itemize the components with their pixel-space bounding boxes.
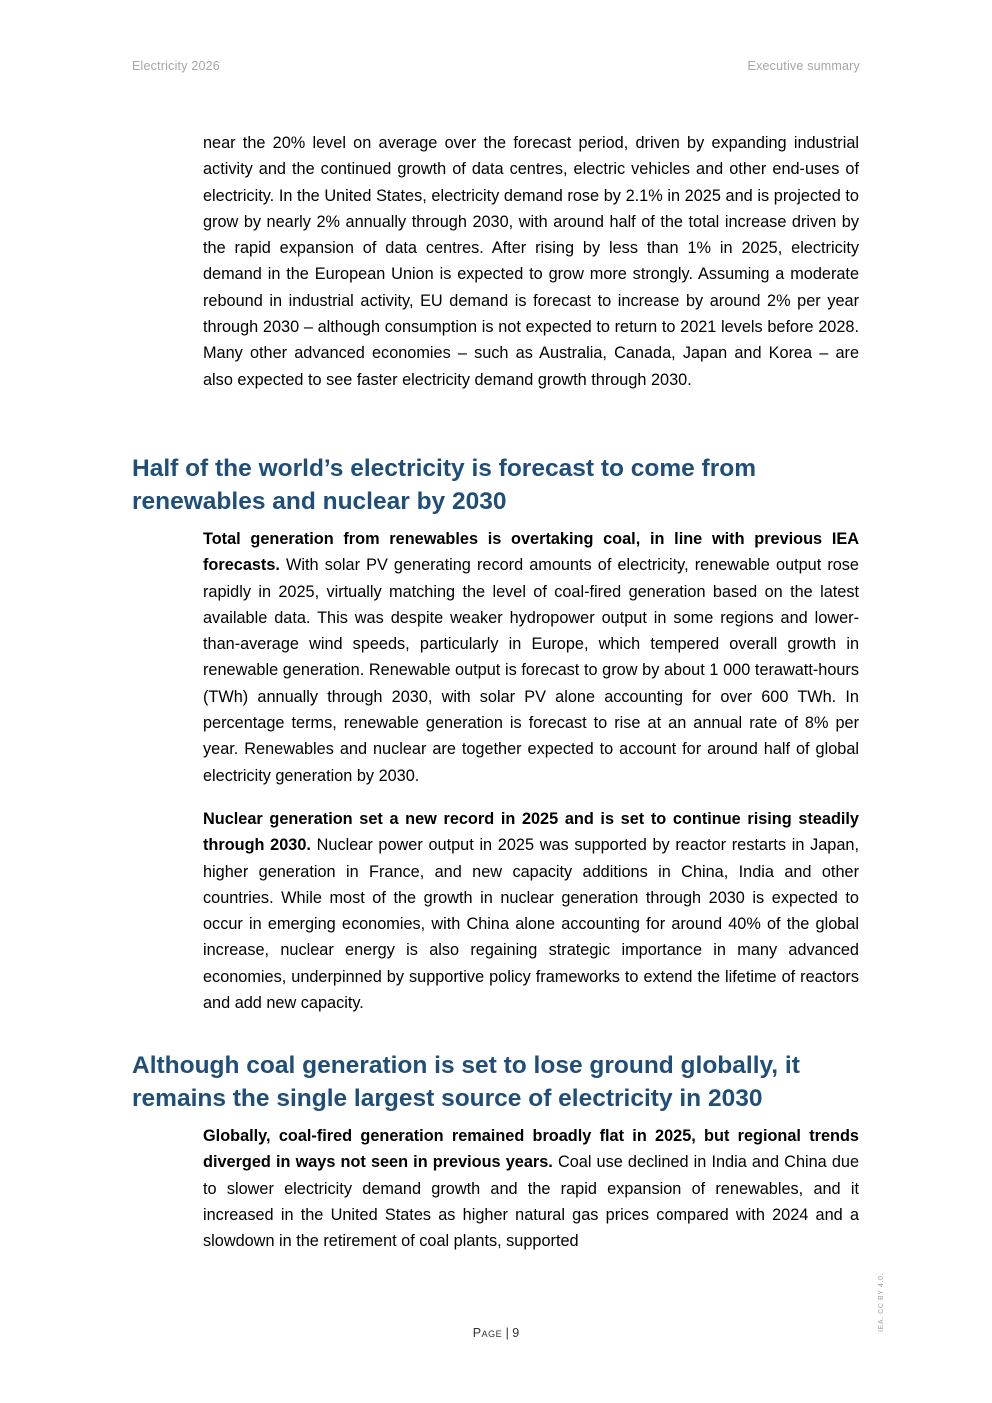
paragraph-body: With solar PV generating record amounts of electricity, renewable output rose rapidly in 2025, virtually matching the level of coal-fired generation based on the latest available data. This was despite weaker hydropower output in some regions and lower-than-average wind speeds, particularly in Europe, which tempered overall growth in renewable generation. Renewable output is forecast to grow by about 1 000 terawatt-hours (TWh) annually through 2030, with solar PV alone accounting for over 600 TWh. In percentage terms, renewable generation is forecast to rise at an annual rate of 8% per year. Renewables and nuclear are together expected to account for around half of global electricity generation by 2030. bbox=[203, 556, 859, 785]
page-footer bbox=[0, 1326, 992, 1340]
page-separator: | bbox=[502, 1326, 513, 1340]
license-credit: IEA. CC BY 4.0. bbox=[878, 1272, 885, 1332]
body-paragraph bbox=[203, 806, 859, 1016]
section-heading: Half of the world’s electricity is forecast to come from renewables and nuclear by 2030 bbox=[132, 455, 756, 515]
body-paragraph: near the 20% level on average over the forecast period, driven by expanding industrial activity and the continued growth of data centres, electric vehicles and other end-uses of electricity. In the United States, electricity demand rose by 2.1% in 2025 and is projected to grow by nearly 2% annually through 2030, with around half of the total increase driven by the rapid expansion of data centres. After rising by less than 1% in 2025, electricity demand in the European Union is expected to grow more strongly. Assuming a moderate rebound in industrial activity, EU demand is forecast to increase by around 2% per year through 2030 – although consumption is not expected to return to 2021 levels before 2028. Many other advanced economies – such as Australia, Canada, Japan and Korea – are also expected to see faster electricity demand growth through 2030. bbox=[203, 134, 859, 389]
page-number: 9 bbox=[512, 1326, 520, 1340]
running-header-title: Electricity 2026 bbox=[132, 59, 220, 73]
paragraph-lead-sentence: Nuclear generation set a new record in 2025 and is set to continue rising steadily through 2030. bbox=[203, 810, 859, 855]
body-paragraph bbox=[203, 526, 859, 789]
paragraph-lead-sentence: Total generation from renewables is overtaking coal, in line with previous IEA forecasts. bbox=[203, 530, 859, 575]
paragraph-body: Nuclear power output in 2025 was supported by reactor restarts in Japan, higher generation in France, and new capacity additions in China, India and other countries. While most of the growth in nuclear generation through 2030 is expected to occur in emerging economies, with China alone accounting for around 40% of the global increase, nuclear energy is also regaining strategic importance in many advanced economies, underpinned by supportive policy frameworks to extend the lifetime of reactors and add new capacity. bbox=[203, 836, 859, 1013]
paragraph-lead-sentence: Globally, coal-fired generation remained broadly flat in 2025, but regional trends diverged in ways not seen in previous years. bbox=[203, 1127, 859, 1172]
running-header-section: Executive summary bbox=[747, 59, 860, 73]
page-label: Page bbox=[472, 1326, 503, 1340]
body-paragraph bbox=[203, 1123, 859, 1254]
section-heading: Although coal generation is set to lose ground globally, it remains the single largest source of electricity in 2030 bbox=[132, 1052, 800, 1112]
paragraph-body: Coal use declined in India and China due to slower electricity demand growth and the rapid expansion of renewables, and it increased in the United States as higher natural gas prices compared with 2024 and a slowdown in the retirement of coal plants, supported bbox=[203, 1153, 860, 1251]
